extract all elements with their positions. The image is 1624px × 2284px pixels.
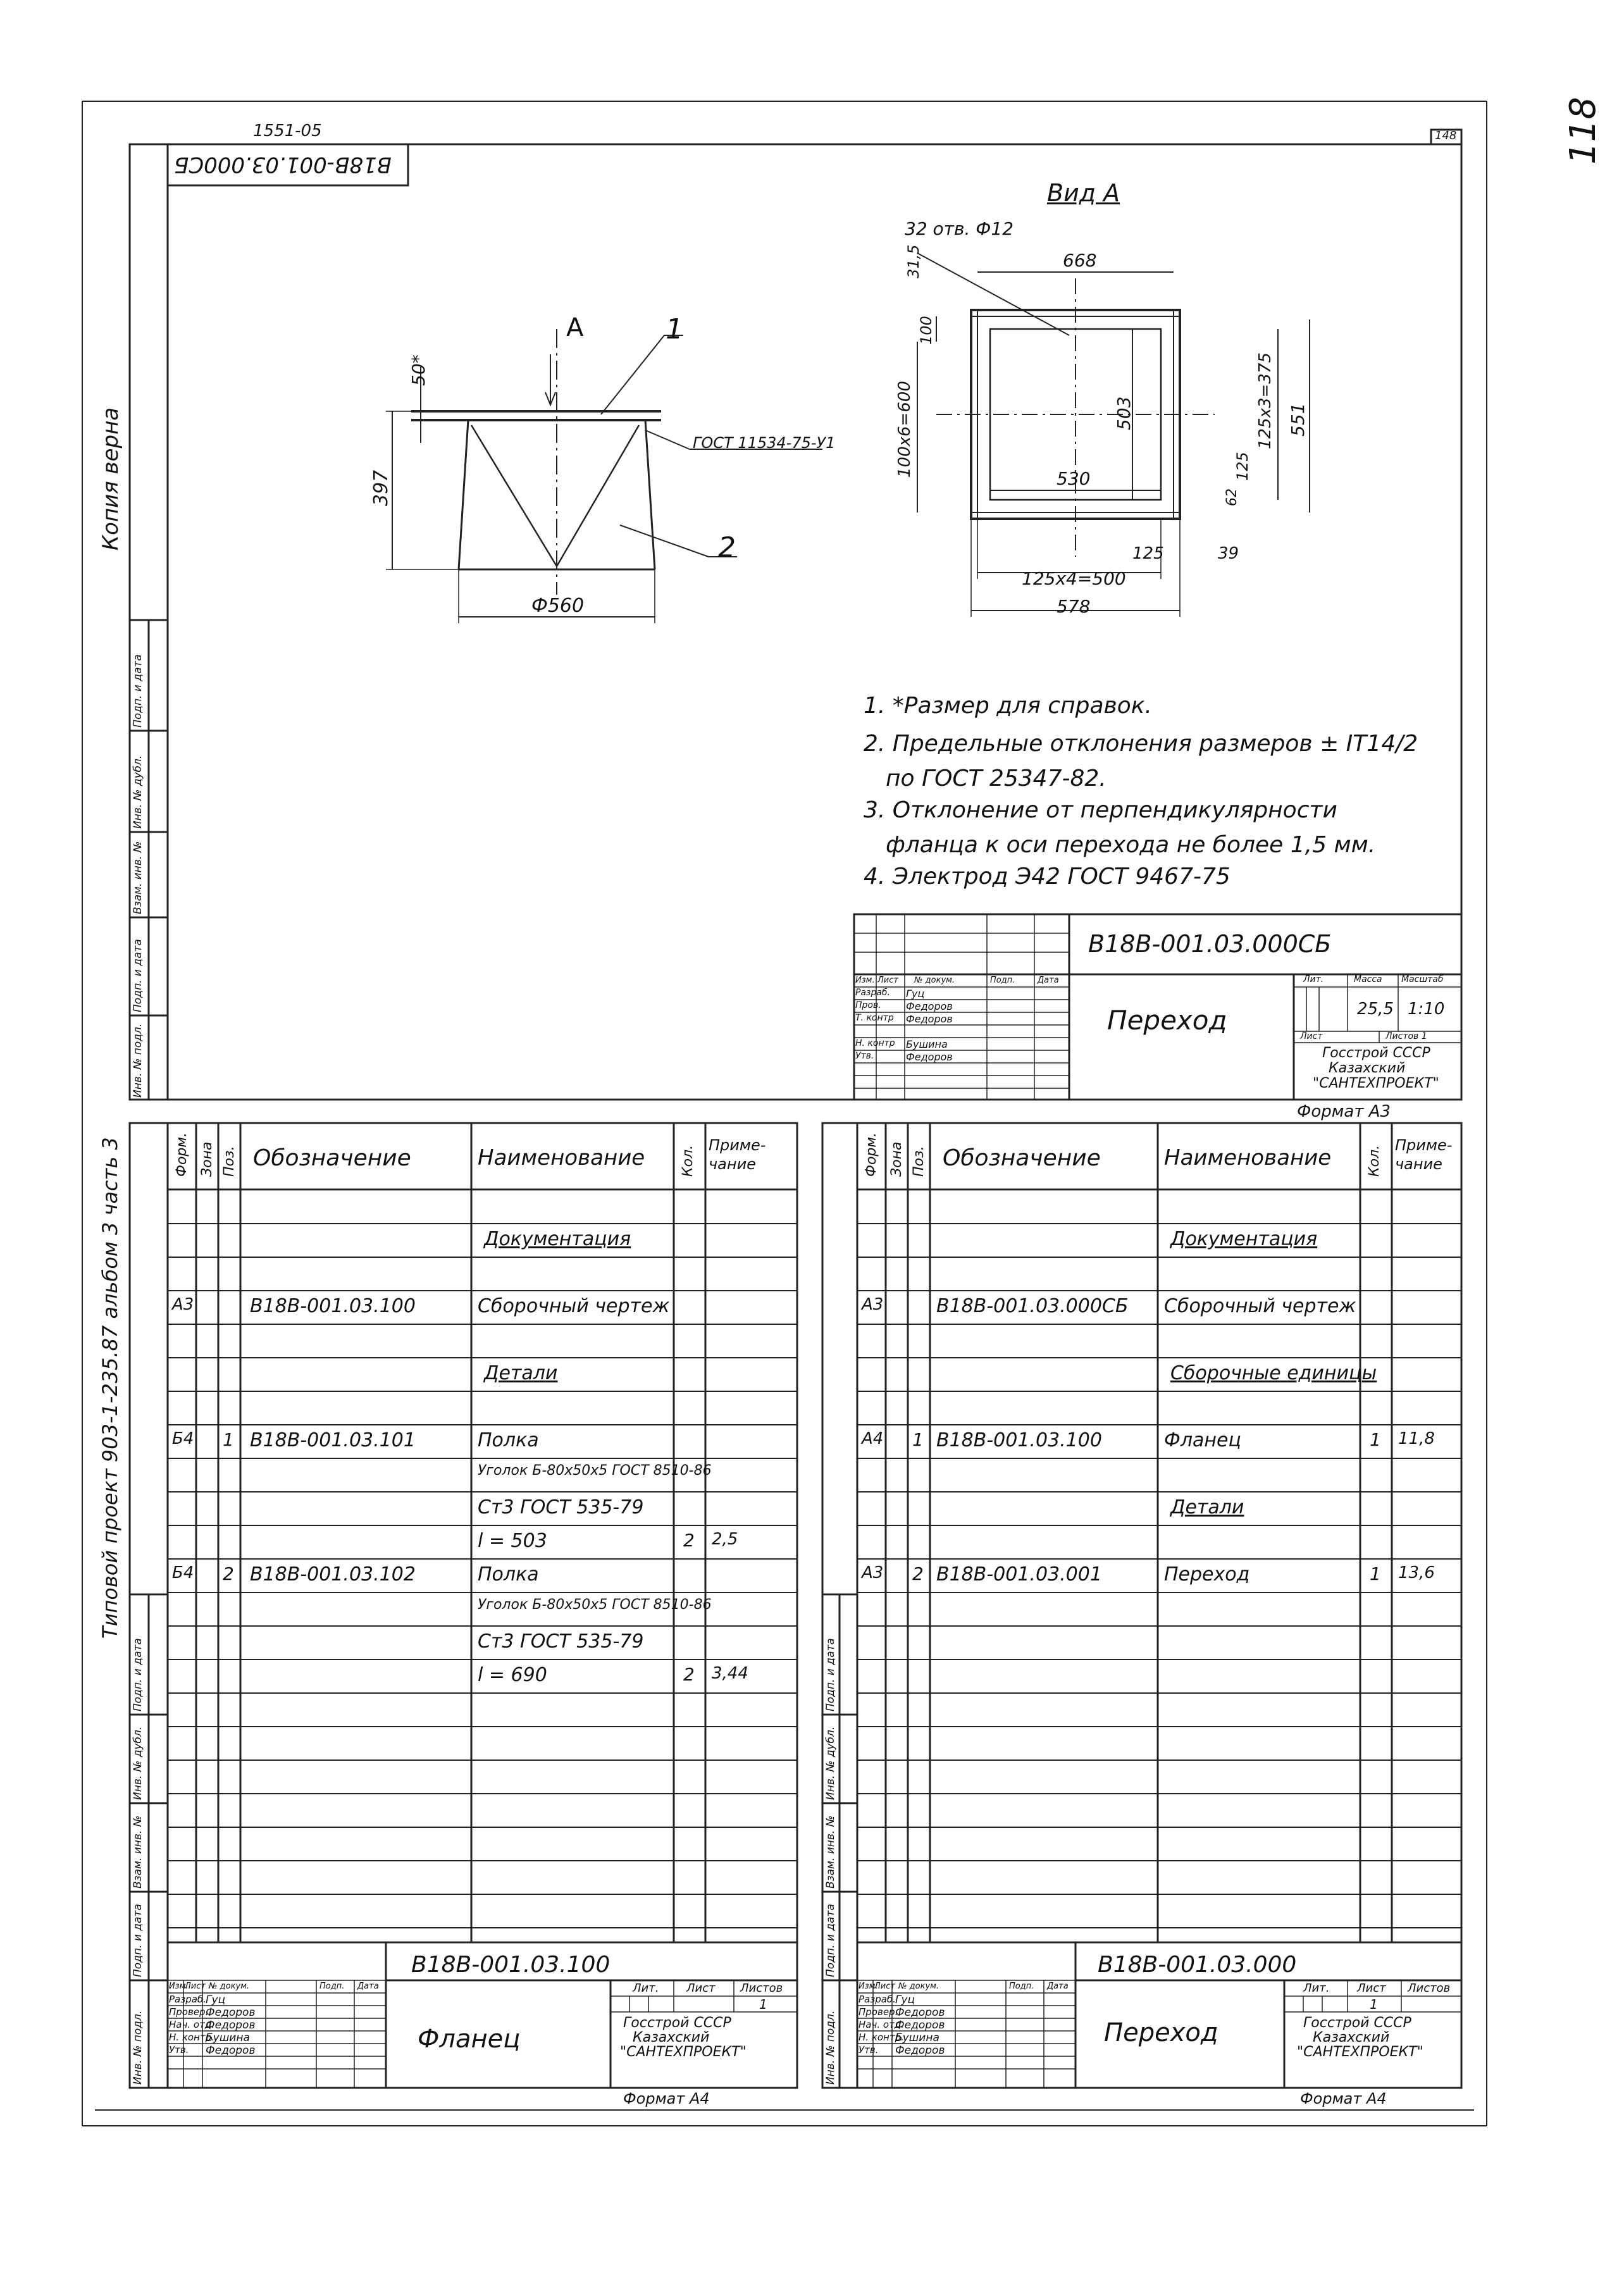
row-divider — [857, 1860, 1461, 1861]
stamp-vzam-inv: Взам. инв. № — [132, 841, 144, 914]
row-divider — [168, 1860, 797, 1861]
row-divider — [168, 1659, 797, 1660]
signature-name: Федоров — [895, 2019, 945, 2032]
right-tb-listov-value: 1 — [1370, 1997, 1378, 2012]
signature-name: Гуц — [206, 1994, 226, 2006]
row-divider — [857, 1558, 1461, 1560]
signature-role: Утв. — [858, 2044, 879, 2056]
a3-hdr-data: Дата — [1038, 976, 1059, 985]
spec-cell-note: 13,6 — [1398, 1563, 1435, 1582]
dim-530: 530 — [1057, 468, 1091, 489]
a3-org-3: "САНТЕХПРОЕКТ" — [1313, 1076, 1439, 1091]
stamp-ll-podp-data: Подп. и дата — [132, 1638, 144, 1711]
dim-62: 62 — [1224, 488, 1240, 506]
left-tb-listov: Листов — [740, 1982, 783, 1995]
tipovoy-proekt-note: Типовой проект 903-1-235.87 альбом 3 часть 3 — [98, 1137, 122, 1639]
stamp-lr-vzam-inv: Взам. инв. № — [824, 1815, 837, 1889]
row-divider — [168, 1458, 797, 1459]
row-divider — [168, 1760, 797, 1761]
dim-50-label: 50* — [408, 354, 429, 386]
row-divider — [857, 1927, 1461, 1928]
signature-role: Пров. — [855, 1000, 881, 1010]
right-tb-org-2: Казахский — [1313, 2030, 1390, 2045]
stamp-ll-inv-dubl: Инв. № дубл. — [132, 1726, 144, 1800]
position-2-label: 2 — [718, 531, 736, 564]
stamp-lr-podp-data: Подп. и дата — [824, 1638, 837, 1711]
right-tb-hdr-izm: Изм. — [858, 1982, 878, 1991]
right-tb-hdr-data: Дата — [1047, 1982, 1069, 1991]
row-divider — [857, 1760, 1461, 1761]
spec-cell-qty: 1 — [1370, 1429, 1381, 1450]
note-2: 2. Предельные отклонения размеров ± IT14/2 — [864, 731, 1418, 757]
note-3: 3. Отклонение от перпендикулярности — [864, 797, 1337, 823]
spec-cell-designation: В18В-001.03.102 — [250, 1563, 416, 1586]
left-hdr-pos: Поз. — [221, 1146, 237, 1177]
a3-hdr-list: Лист — [877, 976, 898, 985]
a3-name: Переход — [1107, 1005, 1227, 1036]
spec-cell-name: l = 503 — [478, 1530, 547, 1552]
row-divider — [857, 1659, 1461, 1660]
right-hdr-name: Наименование — [1164, 1145, 1332, 1170]
row-divider — [168, 1692, 797, 1694]
left-tb-format: Формат А4 — [623, 2090, 710, 2107]
a3-lit-header: Лит. — [1303, 974, 1324, 984]
kopia-verna-note: Копия верна — [98, 407, 123, 550]
spec-cell-format: Б4 — [172, 1429, 194, 1448]
dim-503: 503 — [1113, 396, 1134, 430]
signature-name: Федоров — [895, 2006, 945, 2019]
stamp-inv-dubl: Инв. № дубл. — [132, 755, 144, 829]
dim-100: 100 — [917, 316, 935, 345]
left-hdr-designation: Обозначение — [253, 1145, 411, 1171]
right-tb-name: Переход — [1104, 2018, 1218, 2047]
dim-125-vertical: 125 — [1234, 452, 1251, 481]
signature-name: Федоров — [906, 1000, 953, 1012]
row-divider — [168, 1223, 797, 1224]
left-tb-org-1: Госстрой СССР — [623, 2015, 731, 2031]
signature-name: Гуц — [895, 1994, 915, 2006]
signature-role: Нач. отд. — [169, 2019, 214, 2030]
view-a-title: Вид А — [1047, 179, 1120, 207]
signature-role: Т. контр — [855, 1013, 894, 1023]
row-divider — [168, 1424, 797, 1425]
a3-org-1: Госстрой СССР — [1322, 1045, 1430, 1061]
spec-cell-name: Сборочный чертеж — [478, 1295, 670, 1317]
signature-name: Федоров — [906, 1051, 953, 1063]
signature-role: Разраб. — [855, 988, 891, 998]
note-2-cont: по ГОСТ 25347-82. — [886, 766, 1106, 791]
spec-cell-name: Ст3 ГОСТ 535-79 — [478, 1630, 644, 1653]
left-hdr-name: Наименование — [478, 1145, 645, 1170]
row-divider — [168, 1827, 797, 1828]
signature-role: Н. контр. — [169, 2032, 214, 2043]
right-hdr-zone: Зона — [889, 1141, 905, 1177]
stamp-ll-vzam-inv: Взам. инв. № — [132, 1815, 144, 1889]
dim-125x3: 125х3=375 — [1256, 352, 1275, 449]
row-divider — [857, 1692, 1461, 1694]
right-hdr-format: Форм. — [864, 1133, 879, 1177]
spec-cell-qty: 1 — [1370, 1563, 1381, 1584]
row-divider — [168, 1290, 797, 1291]
dim-diameter-label: Ф560 — [531, 595, 585, 617]
spec-cell-name: Ст3 ГОСТ 535-79 — [478, 1496, 644, 1518]
stamp-podp-data-2: Подп. и дата — [132, 939, 144, 1012]
a3-mass-header: Масса — [1354, 974, 1382, 984]
row-divider — [168, 1625, 797, 1627]
spec-cell-name: Полка — [478, 1563, 539, 1586]
stamp-inv-podl: Инв. № подл. — [132, 1023, 144, 1098]
right-tb-designation: В18В-001.03.000 — [1098, 1952, 1297, 1978]
left-tb-lit: Лит. — [633, 1982, 659, 1995]
right-tb-org-3: "САНТЕХПРОЕКТ" — [1297, 2044, 1423, 2060]
row-divider — [857, 1357, 1461, 1358]
right-hdr-qty: Кол. — [1367, 1145, 1382, 1177]
spec-cell-designation: В18В-001.03.001 — [936, 1563, 1102, 1586]
left-tb-hdr-doc: № докум. — [209, 1982, 250, 1991]
row-divider — [857, 1458, 1461, 1459]
stamp-lr-inv-dubl: Инв. № дубл. — [824, 1726, 837, 1800]
row-divider — [857, 1793, 1461, 1794]
a3-hdr-izm: Изм. — [855, 976, 875, 985]
row-divider — [168, 1726, 797, 1727]
row-divider — [857, 1726, 1461, 1727]
row-divider — [857, 1290, 1461, 1291]
signature-name: Бушина — [895, 2032, 939, 2044]
row-divider — [168, 1491, 797, 1493]
dim-31-5: 31,5 — [905, 244, 922, 278]
spec-cell-designation: В18В-001.03.100 — [936, 1429, 1102, 1451]
a3-mass-value: 25,5 — [1357, 1000, 1394, 1019]
spec-cell-name: Уголок Б-80х50х5 ГОСТ 8510-86 — [478, 1597, 712, 1613]
a3-hdr-podp: Подп. — [990, 976, 1015, 985]
row-divider — [168, 1927, 797, 1928]
left-tb-hdr-data: Дата — [357, 1982, 379, 1991]
left-hdr-qty: Кол. — [680, 1145, 696, 1177]
row-divider — [168, 1793, 797, 1794]
dim-551: 551 — [1287, 402, 1308, 437]
right-tb-list: Лист — [1357, 1982, 1386, 1995]
left-tb-hdr-izm: Изм. — [169, 1982, 189, 1991]
signature-name: Федоров — [895, 2044, 945, 2057]
left-hdr-note: Приме-чание — [709, 1136, 766, 1173]
signature-role: Разраб. — [169, 1994, 206, 2005]
left-tb-listov-value: 1 — [759, 1997, 767, 2012]
dim-397-label: 397 — [370, 469, 392, 506]
a3-scale-header: Масштаб — [1401, 974, 1444, 984]
spec-cell-name: Переход — [1164, 1563, 1250, 1586]
row-divider — [168, 1894, 797, 1895]
spec-cell-name: Детали — [1170, 1496, 1244, 1518]
left-hdr-zone: Зона — [199, 1141, 215, 1177]
spec-cell-designation: В18В-001.03.101 — [250, 1429, 416, 1451]
left-tb-list: Лист — [686, 1982, 716, 1995]
signature-name: Федоров — [906, 1013, 953, 1025]
dim-668: 668 — [1063, 250, 1097, 271]
spec-cell-name: Сборочные единицы — [1170, 1362, 1377, 1384]
spec-cell-name: Полка — [478, 1429, 539, 1451]
a3-sheets-header: Листов 1 — [1385, 1031, 1427, 1041]
view-a-holes: 32 отв. Ф12 — [905, 218, 1014, 239]
spec-cell-name: Документация — [1170, 1228, 1318, 1250]
spec-cell-name: Детали — [484, 1362, 558, 1384]
spec-cell-pos: 2 — [912, 1563, 924, 1584]
row-divider — [857, 1827, 1461, 1828]
a3-org-2: Казахский — [1329, 1060, 1406, 1076]
row-divider — [857, 1223, 1461, 1224]
row-divider — [857, 1625, 1461, 1627]
signature-name: Бушина — [906, 1038, 948, 1050]
stamp-ll-podp-data-2: Подп. и дата — [132, 1904, 144, 1977]
spec-cell-note: 11,8 — [1398, 1429, 1435, 1448]
signature-role: Утв. — [169, 2044, 189, 2056]
dim-125-horizontal: 125 — [1132, 544, 1164, 563]
spec-cell-format: А3 — [862, 1295, 884, 1314]
top-number: 1551-05 — [253, 121, 322, 140]
position-1-label: 1 — [666, 313, 683, 345]
inverted-code-box: В18В-001.03.000СБ — [174, 152, 392, 177]
a3-format: Формат А3 — [1297, 1102, 1391, 1121]
stamp-podp-data: Подп. и дата — [132, 654, 144, 728]
a3-hdr-doc: № докум. — [914, 976, 955, 985]
row-divider — [168, 1592, 797, 1593]
row-divider — [168, 1391, 797, 1392]
page-corner-number: 148 — [1435, 129, 1457, 142]
signature-role: Разраб. — [858, 1994, 896, 2005]
signature-role: Н. контр. — [858, 2032, 904, 2043]
spec-cell-note: 2,5 — [712, 1530, 738, 1549]
signature-role: Провер. — [169, 2006, 209, 2018]
right-hdr-pos: Поз. — [911, 1146, 927, 1177]
row-divider — [857, 1525, 1461, 1526]
signature-name: Федоров — [206, 2006, 256, 2019]
dim-125x4: 125х4=500 — [1022, 568, 1126, 589]
spec-cell-qty: 2 — [683, 1530, 695, 1551]
spec-cell-qty: 2 — [683, 1664, 695, 1685]
right-tb-hdr-list: Лист — [874, 1982, 895, 1991]
right-tb-hdr-doc: № докум. — [898, 1982, 939, 1991]
row-divider — [857, 1592, 1461, 1593]
dim-578: 578 — [1057, 596, 1091, 617]
gost-weld-label: ГОСТ 11534-75-У1 — [693, 434, 836, 452]
spec-cell-designation: В18В-001.03.000СБ — [936, 1295, 1129, 1317]
spec-cell-name: Фланец — [1164, 1429, 1241, 1451]
signature-role: Нач. отд. — [858, 2019, 904, 2030]
spec-cell-name: Сборочный чертеж — [1164, 1295, 1356, 1317]
row-divider — [168, 1525, 797, 1526]
row-divider — [168, 1558, 797, 1560]
right-tb-lit: Лит. — [1303, 1982, 1330, 1995]
right-tb-listov: Листов — [1408, 1982, 1451, 1995]
signature-name: Федоров — [206, 2044, 256, 2057]
left-tb-name: Фланец — [418, 2025, 521, 2054]
stamp-ll-inv-podl: Инв. № подл. — [132, 2010, 144, 2085]
stamp-lr-podp-data-2: Подп. и дата — [824, 1904, 837, 1977]
spec-cell-name: Документация — [484, 1228, 631, 1250]
signature-name: Гуц — [906, 988, 925, 1000]
left-tb-org-2: Казахский — [633, 2030, 710, 2045]
signature-role: Н. контр — [855, 1038, 895, 1048]
right-hdr-note: Приме-чание — [1395, 1136, 1453, 1173]
dim-100x6: 100х6=600 — [895, 381, 914, 478]
spec-cell-format: А4 — [862, 1429, 884, 1448]
right-tb-hdr-podp: Подп. — [1009, 1982, 1034, 1991]
row-divider — [168, 1324, 797, 1325]
row-divider — [857, 1424, 1461, 1425]
stamp-lr-inv-podl: Инв. № подл. — [824, 2010, 837, 2085]
left-tb-org-3: "САНТЕХПРОЕКТ" — [620, 2044, 747, 2060]
row-divider — [168, 1357, 797, 1358]
row-divider — [857, 1894, 1461, 1895]
spec-cell-format: А3 — [172, 1295, 194, 1314]
spec-cell-note: 3,44 — [712, 1664, 748, 1683]
spec-cell-pos: 1 — [912, 1429, 924, 1450]
a3-scale-value: 1:10 — [1408, 1000, 1445, 1019]
row-divider — [857, 1257, 1461, 1258]
row-divider — [857, 1324, 1461, 1325]
spec-cell-pos: 2 — [223, 1563, 234, 1584]
left-tb-hdr-list: Лист — [185, 1982, 206, 1991]
right-tb-org-1: Госстрой СССР — [1303, 2015, 1411, 2031]
left-tb-designation: В18В-001.03.100 — [411, 1952, 611, 1978]
dim-39: 39 — [1218, 544, 1239, 563]
right-hdr-designation: Обозначение — [943, 1145, 1101, 1171]
right-tb-format: Формат А4 — [1300, 2090, 1387, 2107]
signature-name: Бушина — [206, 2032, 250, 2044]
view-arrow-label: А — [566, 313, 584, 342]
far-right-mark: 118 — [1563, 97, 1604, 164]
spec-cell-format: А3 — [862, 1563, 884, 1582]
signature-name: Федоров — [206, 2019, 256, 2032]
spec-cell-designation: В18В-001.03.100 — [250, 1295, 416, 1317]
left-tb-hdr-podp: Подп. — [319, 1982, 345, 1991]
row-divider — [857, 1491, 1461, 1493]
note-4: 4. Электрод Э42 ГОСТ 9467-75 — [864, 864, 1230, 890]
a3-sheet-header: Лист — [1300, 1031, 1323, 1041]
note-3-cont: фланца к оси перехода не более 1,5 мм. — [886, 832, 1376, 858]
signature-role: Провер. — [858, 2006, 898, 2018]
a3-designation: В18В-001.03.000СБ — [1088, 930, 1332, 958]
spec-cell-format: Б4 — [172, 1563, 194, 1582]
signature-role: Утв. — [855, 1051, 874, 1061]
spec-cell-name: l = 690 — [478, 1664, 547, 1686]
spec-cell-pos: 1 — [223, 1429, 234, 1450]
note-1: 1. *Размер для справок. — [864, 693, 1152, 719]
row-divider — [168, 1257, 797, 1258]
spec-cell-name: Уголок Б-80х50х5 ГОСТ 8510-86 — [478, 1463, 712, 1479]
left-hdr-format: Форм. — [174, 1133, 190, 1177]
row-divider — [857, 1391, 1461, 1392]
